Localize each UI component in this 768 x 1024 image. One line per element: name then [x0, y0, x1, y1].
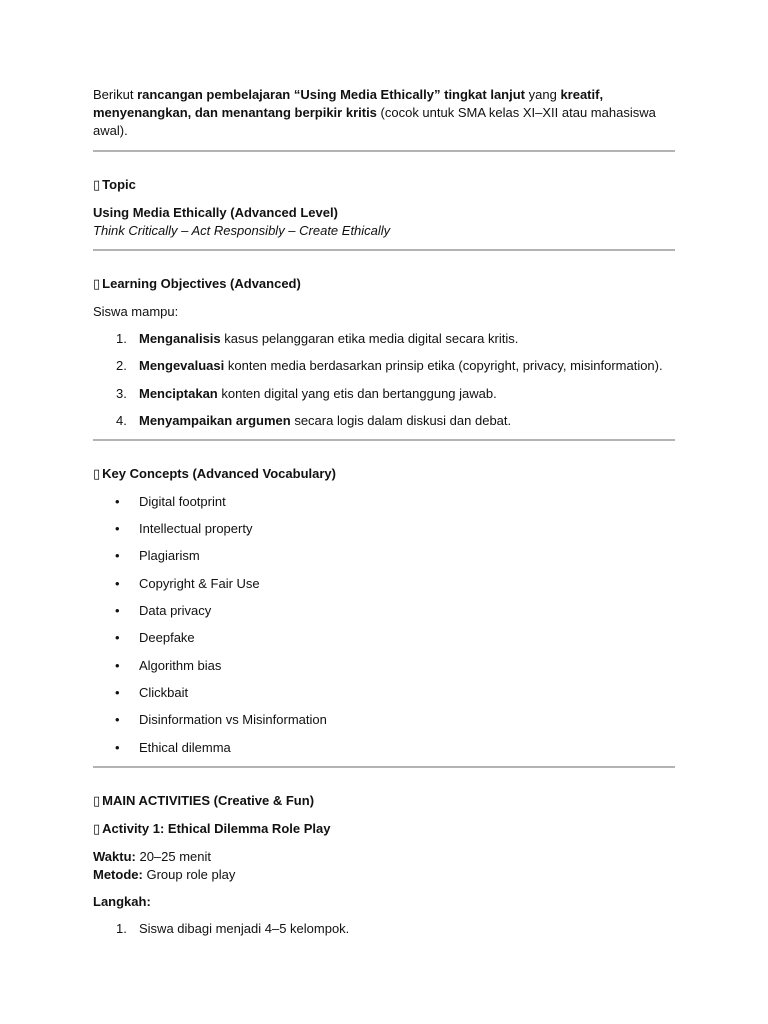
bullet-icon: •: [115, 684, 120, 700]
list-item: [93, 330, 675, 348]
objective-text: kasus pelanggaran etika media digital secara kritis.: [220, 331, 519, 346]
topic-title: Using Media Ethically (Advanced Level): [93, 205, 338, 220]
activities-heading: [93, 792, 675, 811]
list-item: [93, 920, 675, 938]
concept-text: Data privacy: [139, 603, 212, 619]
divider: [93, 766, 675, 768]
activity-1-title: [93, 820, 675, 839]
concept-text: Ethical dilemma: [139, 739, 231, 755]
concepts-heading: [93, 465, 675, 484]
steps-list: [93, 920, 675, 938]
bullet-icon: •: [115, 575, 120, 591]
steps-label: Langkah:: [93, 893, 151, 909]
list-number: 2.: [116, 358, 127, 374]
objective-verb: Menganalisis: [139, 331, 221, 346]
placeholder-glyph-icon: ▯: [93, 793, 101, 809]
concept-text: Copyright & Fair Use: [139, 575, 260, 591]
list-item: [93, 412, 675, 430]
objective-verb: Mengevaluasi: [139, 358, 225, 374]
list-item: [93, 385, 675, 403]
placeholder-glyph-icon: ▯: [93, 466, 101, 482]
list-item: [93, 739, 675, 757]
divider: [93, 150, 675, 152]
intro-text-2: yang: [525, 87, 561, 102]
list-item: [93, 575, 675, 593]
bullet-icon: •: [115, 630, 120, 646]
concept-text: Plagiarism: [139, 548, 200, 564]
objectives-lead: Siswa mampu:: [93, 304, 179, 319]
bullet-icon: •: [115, 521, 120, 537]
bullet-icon: •: [115, 657, 120, 673]
list-number: 1.: [116, 920, 127, 936]
method-value: Group role play: [142, 866, 236, 882]
document-page: [93, 86, 675, 947]
activity-method: [93, 866, 675, 884]
intro-bold-2: kreatif, menyenangkan, dan menantang berpikir kritis: [93, 87, 604, 120]
list-item: [93, 547, 675, 565]
topic-heading: [93, 176, 675, 195]
objective-text: konten media berdasarkan prinsip etika (copyright, privacy, misinformation).: [224, 358, 663, 374]
time-label: Waktu:: [93, 848, 136, 864]
bullet-icon: •: [115, 548, 120, 564]
intro-text-3: (cocok untuk SMA kelas XI–XII atau mahasiswa awal).: [93, 105, 656, 138]
concept-text: Deepfake: [139, 630, 195, 646]
intro-bold-1: rancangan pembelajaran “Using Media Ethically” tingkat lanjut: [137, 87, 526, 102]
bullet-icon: •: [115, 603, 120, 619]
activity-1-title-label: Activity 1: Ethical Dilemma Role Play: [102, 820, 331, 836]
topic-subtitle: Think Critically – Act Responsibly – Create Ethically: [93, 223, 391, 238]
activities-heading-label: MAIN ACTIVITIES (Creative & Fun): [102, 792, 315, 808]
objective-text: konten digital yang etis dan bertanggung jawab.: [217, 385, 497, 401]
step-text: Siswa dibagi menjadi 4–5 kelompok.: [139, 920, 350, 936]
intro-paragraph: [93, 86, 675, 140]
divider: [93, 249, 675, 251]
bullet-icon: •: [115, 712, 120, 728]
topic-heading-label: Topic: [102, 177, 136, 192]
concept-text: Digital footprint: [139, 493, 226, 509]
method-label: Metode:: [93, 866, 143, 882]
list-item: [93, 684, 675, 702]
list-item: [93, 629, 675, 647]
time-value: 20–25 menit: [135, 848, 212, 864]
list-number: 1.: [116, 331, 127, 346]
concept-text: Intellectual property: [139, 521, 253, 537]
concept-text: Clickbait: [139, 684, 189, 700]
list-item: [93, 493, 675, 511]
objectives-list: [93, 330, 675, 430]
list-item: [93, 711, 675, 729]
concept-text: Disinformation vs Misinformation: [139, 712, 327, 728]
list-number: 3.: [116, 385, 127, 401]
objective-verb: Menciptakan: [139, 385, 218, 401]
placeholder-glyph-icon: ▯: [93, 178, 101, 193]
list-item: [93, 602, 675, 620]
objective-text: secara logis dalam diskusi dan debat.: [290, 412, 512, 428]
bullet-icon: •: [115, 493, 120, 509]
intro-text-1: Berikut: [93, 87, 138, 102]
placeholder-glyph-icon: ▯: [93, 821, 101, 837]
list-item: [93, 657, 675, 675]
bullet-icon: •: [115, 739, 120, 755]
list-item: [93, 357, 675, 375]
objective-verb: Menyampaikan argumen: [139, 412, 291, 428]
objectives-heading-label: Learning Objectives (Advanced): [102, 276, 301, 291]
activity-time: [93, 848, 675, 866]
concepts-heading-label: Key Concepts (Advanced Vocabulary): [102, 465, 336, 481]
activity-1-meta: [93, 848, 675, 884]
placeholder-glyph-icon: ▯: [93, 277, 101, 292]
topic-block: [93, 204, 675, 240]
concept-text: Algorithm bias: [139, 657, 222, 673]
objectives-heading: [93, 275, 675, 294]
concepts-list: [93, 493, 675, 757]
list-number: 4.: [116, 412, 127, 428]
divider: [93, 439, 675, 441]
list-item: [93, 520, 675, 538]
